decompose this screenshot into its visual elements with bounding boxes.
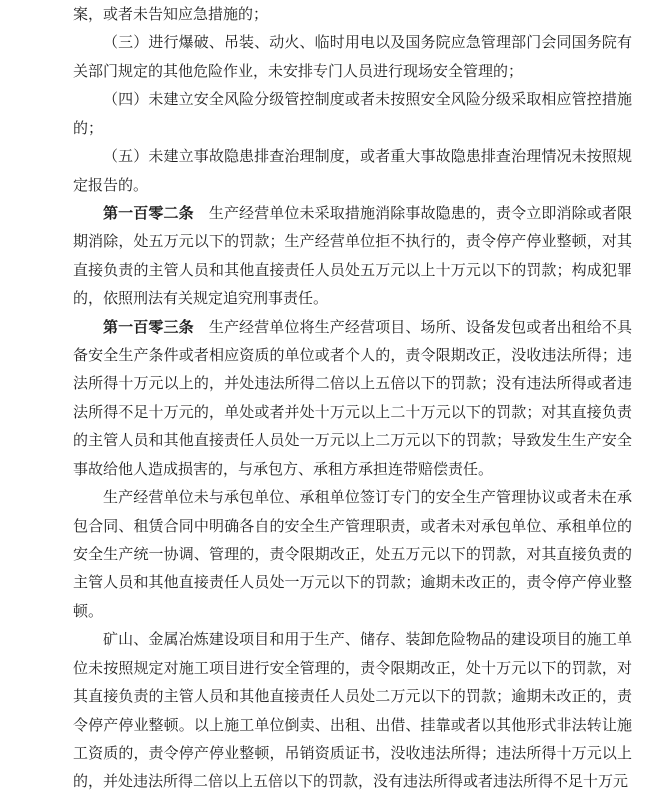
article-number: 第一百零三条 bbox=[103, 319, 194, 336]
paragraph-1: （三）进行爆破、吊装、动火、临时用电以及国务院应急管理部门会同国务院有关部门规定的其他危险作业，未安排专门人员进行现场安全管理的； bbox=[73, 35, 632, 80]
paragraph-3: （五）未建立事故隐患排查治理制度，或者重大事故隐患排查治理情况未按照规定报告的。 bbox=[73, 149, 632, 194]
paragraph-0: 案，或者未告知应急措施的； bbox=[73, 7, 269, 23]
article-number: 第一百零二条 bbox=[103, 205, 194, 222]
paragraph-6: 生产经营单位未与承包单位、承租单位签订专门的安全生产管理协议或者未在承包合同、租赁合同中明确各自的安全生产管理职责，或者未对承包单位、承租单位的安全生产统一协调、管理的，责令限期改正，处五万元以下的罚款，对其直接负责的主管人员和其他直接责任人员处一万元以下的罚款；逾期未改正的，责令停产停业整顿。 bbox=[73, 490, 632, 620]
paragraph-2: （四）未建立安全风险分级管控制度或者未按照安全风险分级采取相应管控措施的； bbox=[73, 92, 632, 137]
paragraph-5: 第一百零三条 生产经营单位将生产经营项目、场所、设备发包或者出租给不具备安全生产条件或者相应资质的单位或者个人的，责令限期改正，没收违法所得；违法所得十万元以上的，并处违法所得二倍以上五倍以下的罚款；没有违法所得或者违法所得不足十万元的，单处或者并处十万元以上二十万元以下的罚款；对其直接负责的主管人员和其他直接责任人员处一万元以上二万元以下的罚款；导致发生生产安全事故给他人造成损害的，与承包方、承租方承担连带赔偿责任。 bbox=[73, 319, 632, 478]
paragraph-4: 第一百零二条 生产经营单位未采取措施消除事故隐患的，责令立即消除或者限期消除，处五万元以下的罚款；生产经营单位拒不执行的，责令停产停业整顿，对其直接负责的主管人员和其他直接责任人员处五万元以上十万元以下的罚款；构成犯罪的，依照刑法有关规定追究刑事责任。 bbox=[73, 205, 632, 308]
paragraph-7: 矿山、金属冶炼建设项目和用于生产、储存、装卸危险物品的建设项目的施工单位未按照规定对施工项目进行安全管理的，责令限期改正，处十万元以下的罚款，对其直接负责的主管人员和其他直接责任人员处二万元以下的罚款；逾期未改正的，责令停产停业整顿。以上施工单位倒卖、出租、出借、挂靠或者以其他形式非法转让施工资质的，责令停产停业整顿，吊销资质证书，没收违法所得；违法所得十万元以上的，并处违法所得二倍以上五倍以下的罚款，没有违法所得或者违法所得不足十万元 bbox=[73, 632, 632, 791]
